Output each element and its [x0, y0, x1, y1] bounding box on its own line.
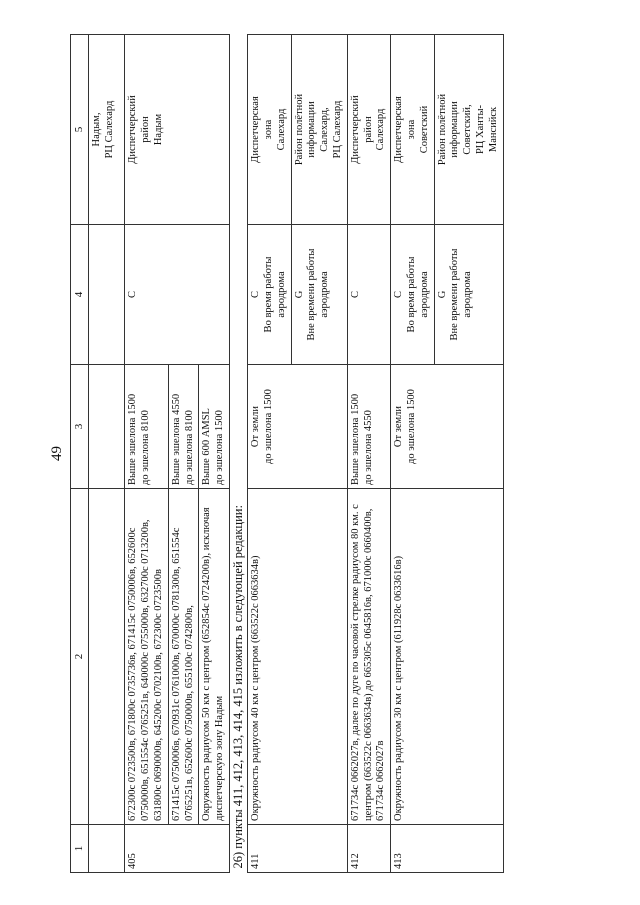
cell-unit-a: Диспетчерская зона Советский	[391, 35, 434, 225]
airspace-table	[70, 34, 504, 873]
cell-num: 411	[248, 825, 348, 873]
cell-class-b: G Вне времени работы аэродрома	[291, 225, 347, 365]
cell-unit-a: Диспетчерская зона Салехард	[248, 35, 291, 225]
cell-class: С	[347, 225, 390, 365]
table-row-411	[248, 35, 291, 873]
cell-coords: Окружность радиусом 30 км с центром (611928с 0633616в)	[391, 489, 503, 825]
header-col-3: 3	[71, 365, 89, 489]
header-row	[71, 35, 89, 873]
cell-class: С	[125, 225, 230, 365]
cell-unit: Диспетчерский район Салехард	[347, 35, 390, 225]
cell-coords: 672300с 0723500в, 671800с 0735736в, 671415с 0750006в, 652600с 0750000в, 651554с 0765251в, 640000с 0755000в, 632700с 0713200в, 631800с 0690000в, 645200с 0702100в, 672300с 0723500в	[125, 489, 168, 825]
cell-unit: Надым, РЦ Салехард	[89, 35, 125, 225]
cell-unit-b: Район полётной информации Советский, РЦ Ханты- Мансийск	[434, 35, 503, 225]
cell-num: 412	[347, 825, 390, 873]
rotated-table-container	[70, 35, 592, 873]
cell-unit: Диспетчерский район Надым	[125, 35, 230, 225]
cell-coords: 671734с 0662027в, далее по дуге по часовой стрелке радиусом 80 км. с центром (663522с 0663634в) до 665305с 0645816в, 671000с 0660400в, 671734с 0662027в	[347, 489, 390, 825]
cell-class-b: G Вне времени работы аэродрома	[434, 225, 503, 365]
cell-level: Выше эшелона 1500 до эшелона 4550	[347, 365, 390, 489]
cell-coords: Окружность радиусом 40 км с центром (663522с 0663634в)	[248, 489, 348, 825]
table-row-413	[391, 35, 434, 873]
cell-class-a: С Во время работы аэродрома	[248, 225, 291, 365]
section-heading: 26) пункты 411, 412, 413, 414, 415 изложить в следующей редакции:	[229, 35, 247, 873]
cell-level: Выше эшелона 1500 до эшелона 8100	[125, 365, 168, 489]
cell-unit-b: Район полётной информации Салехард, РЦ Салехард	[291, 35, 347, 225]
header-col-1: 1	[71, 825, 89, 873]
header-col-4: 4	[71, 225, 89, 365]
header-col-5: 5	[71, 35, 89, 225]
cell-coords: Окружность радиусом 50 км с центром (652854с 0724200в), исключая диспетчерскую зону Надым	[199, 489, 230, 825]
cell-coords: 671415с 0750006в, 670931с 0761000в, 670000с 0781300в, 651554с 0765251в, 652600с 0750000в, 655100с 0742800в,	[168, 489, 199, 825]
table-row-412	[347, 35, 390, 873]
cell-num: 413	[391, 825, 503, 873]
cell-num: 405	[125, 825, 230, 873]
section-row	[229, 35, 247, 873]
cell-level: Выше 600 AMSL до эшелона 1500	[199, 365, 230, 489]
cell-level: От земли до эшелона 1500	[391, 365, 503, 489]
cell-class-a: С Во время работы аэродрома	[391, 225, 434, 365]
cell-level: Выше эшелона 4550 до эшелона 8100	[168, 365, 199, 489]
page-number: 49	[49, 446, 65, 461]
header-col-2: 2	[71, 489, 89, 825]
table-row-prev	[89, 35, 125, 873]
cell-level: От земли до эшелона 1500	[248, 365, 348, 489]
table-row-405	[125, 35, 168, 873]
